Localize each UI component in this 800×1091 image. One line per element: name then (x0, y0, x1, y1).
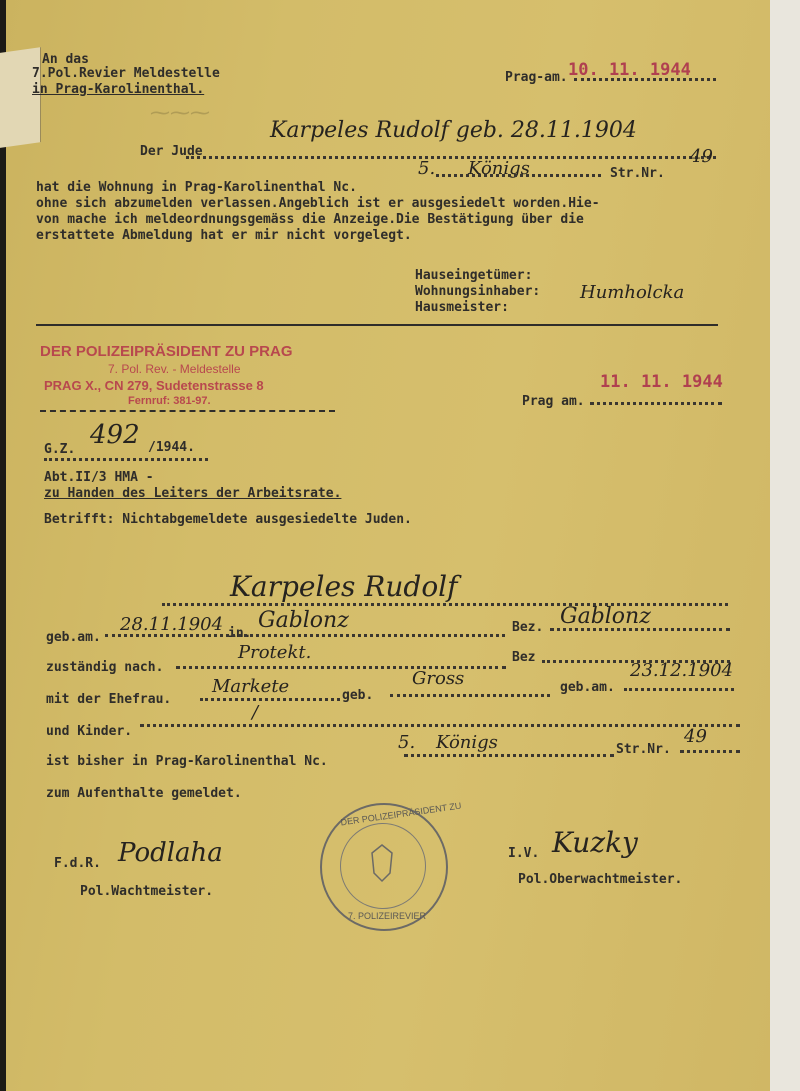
section-divider (36, 324, 718, 326)
bez-label: Bez. (512, 620, 544, 635)
bez-value: Gablonz (560, 604, 651, 629)
recipient-line-2: 7.Pol.Revier Meldestelle (32, 66, 220, 81)
stamp-line-4: Fernruf: 381-97. (128, 395, 211, 407)
bez-dotted-line (550, 628, 730, 631)
report-line-5: erstattete Abmeldung hat er mir nicht vorgelegt. (36, 228, 412, 243)
left-prefix: F.d.R. (54, 856, 101, 871)
file-ref-prefix: G.Z. (44, 442, 76, 457)
wife-label: mit der Ehefrau. (46, 692, 172, 707)
street-dotted-line (436, 174, 601, 177)
right-prefix: I.V. (508, 846, 540, 861)
recipient-line-3: in Prag-Karolinenthal. (32, 82, 205, 97)
subject-dotted-line (186, 156, 716, 159)
bleed-through-ink: ⁓⁓⁓ (150, 100, 210, 124)
str-label: Str.Nr. (610, 166, 665, 181)
children-dotted-line (140, 724, 740, 727)
stamp-bottom-text: 7. POLIZEIREVIER (348, 911, 427, 921)
wife-geb-label: geb. (342, 688, 374, 703)
page-edge (770, 0, 800, 1091)
wife-born-dotted-line (624, 688, 734, 691)
registered-dotted-line (404, 754, 614, 757)
wife-dotted-line (200, 698, 340, 701)
registered-str-dotted-line (680, 750, 740, 753)
registered-label: ist bisher in Prag-Karolinenthal Nc. (46, 754, 328, 769)
owner-label: Hauseingetümer: (415, 268, 533, 283)
birthplace: Gablonz (258, 608, 349, 633)
date-stamp: 10. 11. 1944 (568, 60, 691, 80)
stamp-underline (40, 410, 335, 412)
house-number: 5. (418, 158, 436, 179)
children-label: und Kinder. (46, 724, 133, 739)
stamp-emblem (320, 803, 444, 927)
closing-line: zum Aufenthalte gemeldet. (46, 786, 242, 801)
second-date-stamp: 11. 11. 1944 (600, 372, 723, 392)
stamp-line-1: DER POLIZEIPRÄSIDENT ZU PRAG (40, 343, 293, 360)
left-title: Pol.Wachtmeister. (80, 884, 214, 899)
official-round-stamp (320, 800, 462, 931)
born-date: 28.11.1904 (120, 614, 224, 635)
wife-born-label: geb.am. (560, 680, 615, 695)
report-intro: Der Jude (140, 144, 203, 159)
wife-maiden: Gross (412, 668, 465, 689)
stamp-line-2: 7. Pol. Rev. - Meldestelle (108, 362, 241, 376)
report-line-4: von mache ich meldeordnungsgemäss die Anzeige.Die Bestätigung über die (36, 212, 584, 227)
right-title: Pol.Oberwachtmeister. (518, 872, 683, 887)
children-value: / (252, 702, 259, 723)
str-number: 49 (690, 146, 713, 167)
second-date-dotted-line (590, 402, 722, 405)
department-line-2: zu Handen des Leiters der Arbeitsrate. (44, 486, 342, 501)
in-label: in. (228, 626, 252, 641)
registered-str-label: Str.Nr. (616, 742, 671, 757)
file-ref-number: 492 (90, 420, 140, 450)
report-line-2: hat die Wohnung in Prag-Karolinenthal Nc. (36, 180, 357, 195)
second-date-label: Prag am. (522, 394, 585, 409)
street-name: Königs (468, 158, 530, 179)
janitor-label: Hausmeister: (415, 300, 509, 315)
registered-street: Königs (436, 732, 498, 753)
zustaendig-label: zuständig nach. (46, 660, 164, 675)
zustaendig-value: Protekt. (238, 642, 312, 663)
maiden-dotted-line (390, 694, 550, 697)
person-name: Karpeles Rudolf (230, 570, 458, 603)
report-line-3: ohne sich abzumelden verlassen.Angeblich ist er ausgesiedelt worden.Hie- (36, 196, 600, 211)
department-line-1: Abt.II/3 HMA - (44, 470, 154, 485)
registered-str-number: 49 (684, 726, 707, 747)
stamp-top-text: DER POLIZEIPRÄSIDENT ZU (339, 800, 462, 828)
attached-slip (0, 47, 41, 148)
file-ref-dotted-line (44, 458, 208, 461)
born-label: geb.am. (46, 630, 101, 645)
date-label: Prag-am. (505, 70, 568, 85)
date-dotted-line (574, 78, 716, 81)
recipient-line-1: An das (42, 52, 89, 67)
wife-born-date: 23.12.1904 (630, 660, 734, 681)
left-signature: Podlaha (118, 838, 223, 868)
subject-line: Betrifft: Nichtabgemeldete ausgesiedelte Juden. (44, 512, 412, 527)
file-ref-year: /1944. (148, 440, 195, 455)
resident-signature: Humholcka (580, 282, 685, 303)
stamp-line-3: PRAG X., CN 279, Sudetenstrasse 8 (44, 378, 264, 393)
wife-name: Markete (212, 676, 290, 697)
born-dotted-line (105, 634, 505, 637)
holder-label: Wohnungsinhaber: (415, 284, 541, 299)
registered-number: 5. (398, 732, 416, 753)
bez2-label: Bez (512, 650, 536, 665)
subject-handwritten: Karpeles Rudolf geb. 28.11.1904 (270, 118, 637, 143)
right-signature: Kuzky (552, 826, 638, 859)
